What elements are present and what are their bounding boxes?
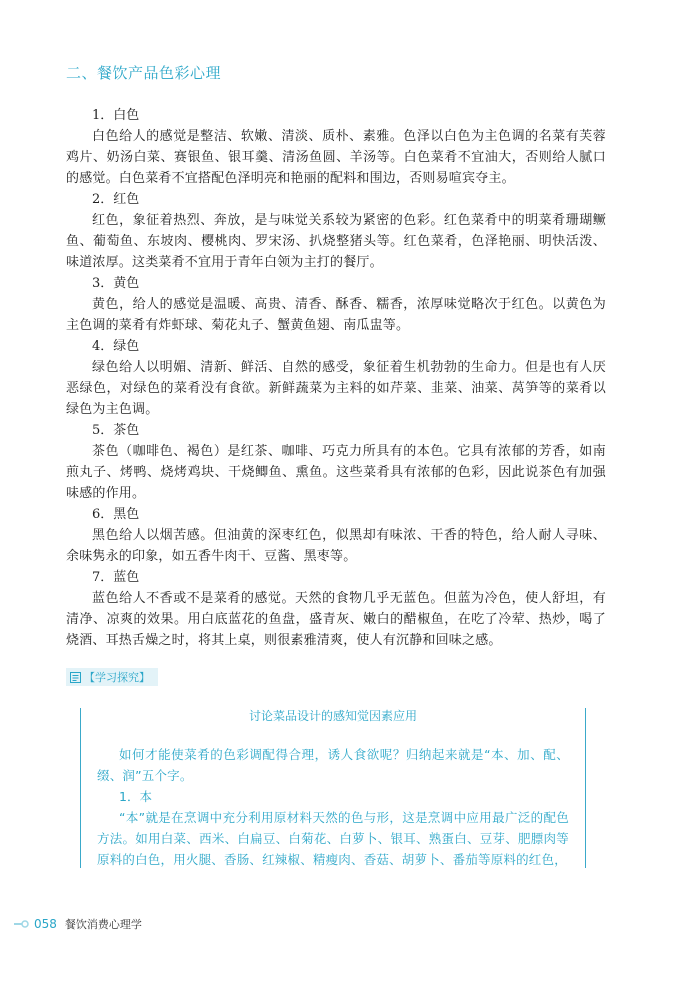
page-footer — [14, 916, 142, 932]
page-marker-icon — [14, 919, 30, 929]
book-title: 餐饮消费心理学 — [64, 918, 142, 931]
paragraph-red: 红色，象征着热烈、奔放，是与味觉关系较为紧密的色彩。红色菜肴中的明菜肴珊瑚鳜鱼、葡萄鱼、东坡肉、樱桃肉、罗宋汤、扒烧整猪头等。红色菜肴，色泽艳丽、明快活泼、味道浓厚。这类菜肴不宜用于青年白领为主打的餐厅。 — [66, 213, 606, 270]
study-tag-label: 【学习探究】 — [84, 671, 150, 684]
study-tag — [66, 668, 158, 686]
study-sub-heading: 1．本 — [119, 789, 152, 804]
paragraph-white: 白色给人的感觉是整洁、软嫩、清淡、质朴、素雅。色泽以白色为主色调的名菜有芙蓉鸡片、奶汤白菜、赛银鱼、银耳羹、清汤鱼圆、羊汤等。白色菜肴不宜油大，否则给人腻口的感觉。白色菜肴不宜搭配色泽明亮和艳丽的配料和围边，否则易喧宾夺主。 — [66, 129, 606, 186]
heading-brown: 5．茶色 — [92, 423, 140, 438]
body-text — [66, 105, 606, 651]
heading-green: 4．绿色 — [92, 339, 140, 354]
heading-red: 2．红色 — [92, 192, 140, 207]
heading-blue: 7．蓝色 — [92, 570, 140, 585]
paragraph-brown: 茶色（咖啡色、褐色）是红茶、咖啡、巧克力所具有的本色。它具有浓郁的芳香，如南煎丸子、烤鸭、烧烤鸡块、干烧鲫鱼、熏鱼。这些菜肴具有浓郁的色彩，因此说茶色有加强味感的作用。 — [66, 444, 606, 501]
heading-yellow: 3．黄色 — [92, 276, 140, 291]
study-sub-text: “本”就是在烹调中充分利用原材料天然的色与形，这是烹调中应用最广泛的配色方法。如用白菜、西米、白扁豆、白菊花、白萝卜、银耳、熟蛋白、豆芽、肥膘肉等原料的白色，用火腿、香肠、红辣椒、精瘦肉、香菇、胡萝卜、番茄等原料的红色， — [97, 810, 569, 867]
study-box — [80, 708, 586, 868]
paragraph-yellow: 黄色，给人的感觉是温暖、高贵、清香、酥香、糯香，浓厚味觉略次于红色。以黄色为主色调的菜肴有炸虾球、菊花丸子、蟹黄鱼翅、南瓜盅等。 — [66, 297, 606, 333]
paragraph-blue: 蓝色给人不香或不是菜肴的感觉。天然的食物几乎无蓝色。但蓝为冷色，使人舒坦，有清净、凉爽的效果。用白底蓝花的鱼盘，盛青灰、嫩白的醋椒鱼，在吃了冷荤、热炒，喝了烧酒、耳热舌燥之时，将其上桌，则很素雅清爽，使人有沉静和回味之感。 — [66, 591, 606, 648]
paragraph-black: 黑色给人以烟苦感。但油黄的深枣红色，似黑却有味浓、干香的特色，给人耐人寻味、余味隽永的印象，如五香牛肉干、豆酱、黑枣等。 — [66, 528, 606, 564]
page-number: 058 — [34, 917, 57, 931]
heading-white: 1．白色 — [92, 108, 140, 123]
study-intro: 如何才能使菜肴的色彩调配得合理，诱人食欲呢？归纳起来就是“本、加、配、缀、润”五个字。 — [97, 747, 569, 783]
section-title: 二、餐饮产品色彩心理 — [66, 64, 222, 82]
paragraph-green: 绿色给人以明媚、清新、鲜活、自然的感受，象征着生机勃勃的生命力。但是也有人厌恶绿色，对绿色的菜肴没有食欲。新鲜蔬菜为主料的如芹菜、韭菜、油菜、莴笋等的菜肴以绿色为主色调。 — [66, 360, 606, 417]
notebook-icon — [70, 672, 81, 683]
study-box-title: 讨论菜品设计的感知觉因素应用 — [248, 709, 417, 723]
heading-black: 6．黑色 — [92, 507, 140, 522]
study-box-body — [97, 744, 569, 870]
